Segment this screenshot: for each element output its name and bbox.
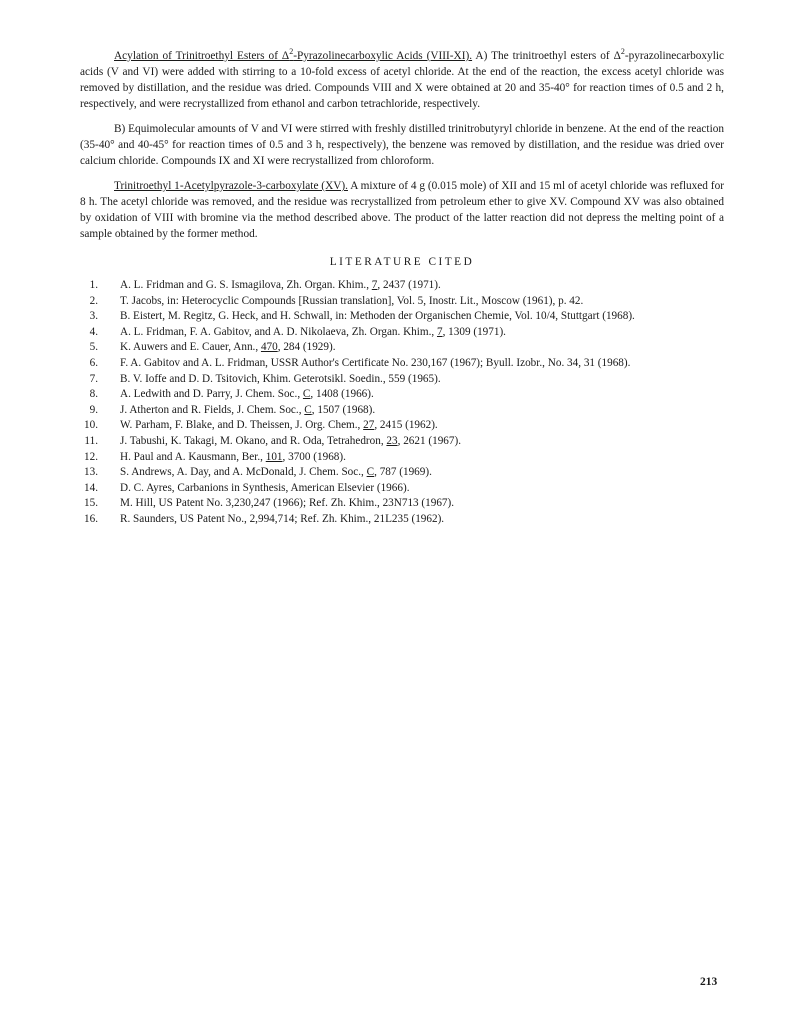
reference-text: M. Hill, US Patent No. 3,230,247 (1966); Ref. Zh. Khim., 23N713 (1967). xyxy=(120,497,455,510)
reference-item xyxy=(80,325,724,341)
reference-volume: C xyxy=(302,388,311,401)
reference-text-end: , 787 (1969). xyxy=(374,466,432,479)
reference-text-end: , 3700 (1968). xyxy=(282,450,346,463)
reference-text: K. Auwers and E. Cauer, Ann., xyxy=(120,341,261,354)
reference-text: W. Parham, F. Blake, and D. Theissen, J. Org. Chem., xyxy=(120,419,364,432)
reference-volume: C xyxy=(366,466,375,479)
literature-heading: LITERATURE CITED xyxy=(329,256,475,268)
reference-volume: 470 xyxy=(260,341,278,354)
paragraph-method-b: B) Equimolecular amounts of V and VI were stirred with freshly distilled trinitrobutyryl chloride in benzene. At the end of the reaction (35-40° and 40-45° for reaction times of 0.5 and 3 h, respectively), the benzene was removed by distillation, and the residue was dried over calcium chloride. Compounds IX and XI were recrystallized from chloroform. xyxy=(80,123,724,167)
reference-text: B. V. Ioffe and D. D. Tsitovich, Khim. Geterotsikl. Soedin., 559 (1965). xyxy=(120,372,441,385)
paragraph-acetylpyrazole: Trinitroethyl 1-Acetylpyrazole-3-carboxylate (XV). A mixture of 4 g (0.015 mole) of XII and 15 ml of acetyl chloride was refluxed for 8 h. The acetyl chloride was removed, and the residue was recrystallized from petroleum ether to give XV. Compound XV was also obtained by oxidation of VIII with bromine via the method described above. The product of the latter reaction did not depress the melting point of a sample obtained by the former method. xyxy=(80,180,724,240)
reference-number: 11. xyxy=(84,434,98,447)
reference-text-end: , 2415 (1962). xyxy=(374,419,438,432)
reference-text: F. A. Gabitov and A. L. Fridman, USSR Author's Certificate No. 230,167 (1967); Byull. Izobr., No. 34, 31 (1968). xyxy=(120,356,631,369)
reference-text: T. Jacobs, in: Heterocyclic Compounds [Russian translation], Vol. 5, Inostr. Lit., Moscow (1961), p. 42. xyxy=(120,294,584,307)
reference-text-end: , 1408 (1966). xyxy=(310,388,374,401)
reference-item xyxy=(80,418,724,434)
reference-text-end: , 284 (1929). xyxy=(277,341,336,354)
page-number: 213 xyxy=(700,976,718,988)
reference-number: 16. xyxy=(84,512,98,525)
reference-list xyxy=(80,278,724,528)
reference-item xyxy=(80,481,724,497)
reference-volume: 7 xyxy=(436,325,443,338)
reference-item xyxy=(80,512,724,528)
reference-number: 14. xyxy=(84,481,98,494)
reference-number: 1. xyxy=(89,279,98,291)
reference-text-end: , 1507 (1968). xyxy=(311,403,376,416)
reference-volume: C xyxy=(304,403,312,416)
paragraph-acylation: Acylation of Trinitroethyl Esters of $\Delta^2$-Pyrazolinecarboxylic Acids (VIII-XI). A) The trinitroethyl esters of $\Delta^2$-pyrazolinecarboxylic acids (V and VI) were added with stirring to a 10-fold excess of acetyl chloride. At the end of the reaction, the excess acetyl chloride was removed by distillation, and the residue was dried. Compounds VIII and X were obtained at 20 and 35-40° for reaction times of 0.5 and 2 h, respectively, and were recrystallized from ethanol and carbon tetrachloride, respectively. xyxy=(80,47,724,110)
reference-text: A. Ledwith and D. Parry, J. Chem. Soc., xyxy=(120,388,303,401)
reference-item xyxy=(80,309,724,325)
reference-text: D. C. Ayres, Carbanions in Synthesis, American Elsevier (1966). xyxy=(120,481,410,494)
reference-item xyxy=(80,434,724,450)
reference-text: J. Atherton and R. Fields, J. Chem. Soc., xyxy=(120,403,305,416)
reference-number: 12. xyxy=(84,450,98,463)
reference-number: 3. xyxy=(89,310,98,323)
reference-number: 10. xyxy=(84,419,98,432)
reference-volume: 27 xyxy=(363,419,375,432)
reference-item xyxy=(80,340,724,356)
reference-volume: 7 xyxy=(371,279,378,291)
reference-number: 6. xyxy=(89,356,98,369)
reference-text-end: , 2437 (1971). xyxy=(377,279,441,291)
reference-text: R. Saunders, US Patent No., 2,994,714; Ref. Zh. Khim., 21L235 (1962). xyxy=(120,512,445,525)
reference-item xyxy=(80,496,724,512)
reference-volume: 101 xyxy=(265,450,283,463)
reference-number: 7. xyxy=(89,372,98,385)
reference-text-end: , 1309 (1971). xyxy=(442,325,506,338)
page-body xyxy=(80,48,724,528)
reference-item xyxy=(80,294,724,310)
reference-item xyxy=(80,387,724,403)
reference-number: 15. xyxy=(84,497,98,510)
reference-item xyxy=(80,372,724,388)
reference-item xyxy=(80,356,724,372)
reference-number: 13. xyxy=(84,466,98,479)
reference-text: A. L. Fridman and G. S. Ismagilova, Zh. Organ. Khim., xyxy=(120,279,372,291)
reference-volume: 23 xyxy=(386,434,398,447)
reference-item xyxy=(80,450,724,466)
reference-number: 5. xyxy=(89,341,98,354)
reference-number: 4. xyxy=(89,325,98,338)
reference-text: B. Eistert, M. Regitz, G. Heck, and H. Schwall, in: Methoden der Organischen Chemie, Vol. 10/4, Stuttgart (1968). xyxy=(120,310,635,323)
reference-text-end: , 2621 (1967). xyxy=(397,434,461,447)
reference-text: J. Tabushi, K. Takagi, M. Okano, and R. Oda, Tetrahedron, xyxy=(120,434,387,447)
reference-number: 9. xyxy=(89,403,98,416)
reference-item xyxy=(80,403,724,419)
reference-text: H. Paul and A. Kausmann, Ber., xyxy=(120,450,266,463)
reference-text: S. Andrews, A. Day, and A. McDonald, J. Chem. Soc., xyxy=(120,466,367,479)
section-title-acetylpyrazole: Trinitroethyl 1-Acetylpyrazole-3-carboxylate (XV). xyxy=(114,180,348,192)
reference-number: 8. xyxy=(89,388,98,401)
reference-number: 2. xyxy=(89,294,98,307)
reference-item xyxy=(80,278,724,294)
reference-item xyxy=(80,465,724,481)
section-title-acylation: Acylation of Trinitroethyl Esters of $\Delta^2$-Pyrazolinecarboxylic Acids (VIII-XI). xyxy=(114,47,473,62)
reference-text: A. L. Fridman, F. A. Gabitov, and A. D. Nikolaeva, Zh. Organ. Khim., xyxy=(120,325,437,338)
